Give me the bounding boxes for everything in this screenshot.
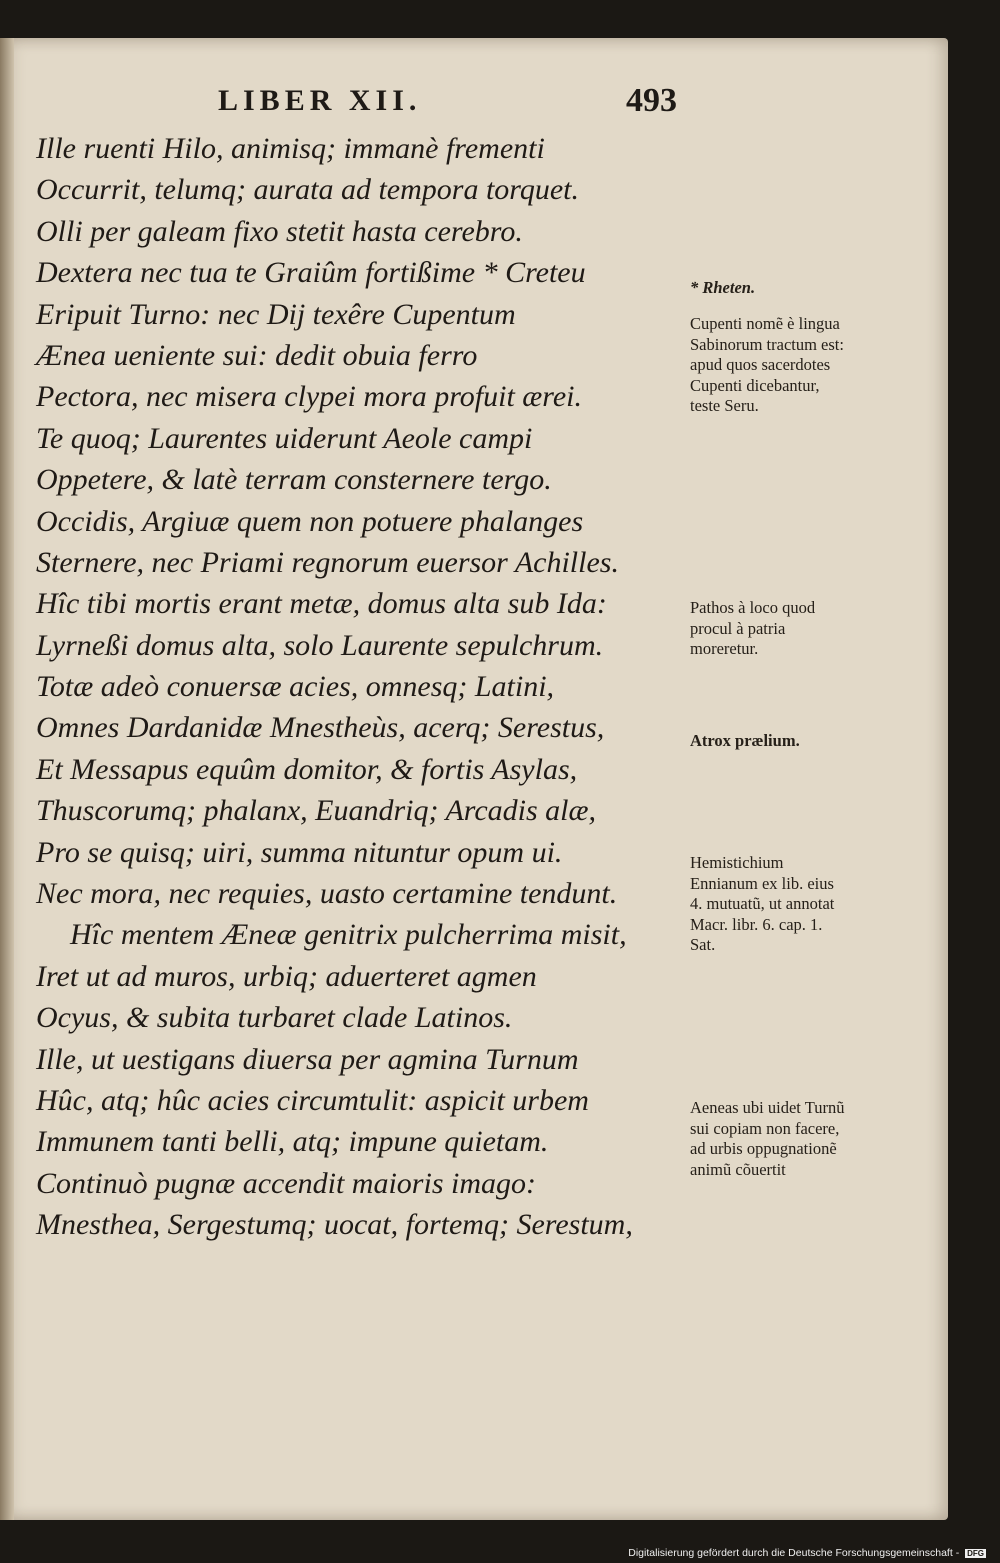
verse-line: Hîc tibi mortis erant metæ, domus alta sub Ida:	[36, 587, 607, 621]
page-number: 493	[626, 82, 677, 119]
verse-line: Occidis, Argiuæ quem non potuere phalanges	[36, 504, 584, 538]
marginal-note-atrox: Atrox prælium.	[690, 731, 800, 750]
verse-line: Pro se quisq; uiri, summa nituntur opum ui.	[36, 835, 563, 869]
verse-line: Totæ adeò conuersæ acies, omnesq; Latini,	[36, 670, 555, 704]
verse-line: Hûc, atq; hûc acies circumtulit: aspicit urbem	[36, 1083, 589, 1117]
verse-line: Immunem tanti belli, atq; impune quietam.	[36, 1125, 549, 1159]
marginal-note-cupenti: Cupenti nomẽ è lingua Sabinorum tractum est: apud quos sacerdotes Cupenti dicebantur, teste Seru.	[690, 314, 844, 415]
verse-line: Pectora, nec misera clypei mora profuit ærei.	[36, 380, 583, 414]
verse-line: Te quoq; Laurentes uiderunt Aeole campi	[36, 421, 533, 455]
digitization-credit	[628, 1547, 986, 1559]
verse-line: Continuò pugnæ accendit maioris imago:	[36, 1166, 536, 1200]
verse-line: Thuscorumq; phalanx, Euandriq; Arcadis alæ,	[36, 794, 596, 828]
verse-line: Ille ruenti Hilo, animisq; immanè frementi	[36, 132, 545, 165]
verse-line: Olli per galeam fixo stetit hasta cerebro.	[36, 214, 523, 248]
running-title: LIBER XII.	[218, 84, 422, 117]
verse-line: Oppetere, & latè terram consternere tergo.	[36, 463, 552, 497]
verse-line: Sternere, nec Priami regnorum euersor Achilles.	[36, 545, 619, 579]
verse-line: Dextera nec tua te Graiûm fortißime * Creteu	[36, 256, 586, 290]
marginal-note-rheten: * Rheten.	[690, 278, 756, 297]
verse-line: Nec mora, nec requies, uasto certamine tendunt.	[36, 877, 618, 911]
verse-line: Occurrit, telumq; aurata ad tempora torquet.	[36, 173, 580, 207]
marginal-note-aeneas: Aeneas ubi uidet Turnũ sui copiam non facere, ad urbis oppugnationẽ animũ cõuertit	[690, 1098, 845, 1179]
verse-line: Hîc mentem Æneæ genitrix pulcherrima misit,	[70, 918, 627, 952]
verse-line: Ænea ueniente sui: dedit obuia ferro	[36, 338, 478, 372]
marginal-note-hemistichium: Hemistichium Ennianum ex lib. eius 4. mutuatũ, ut annotat Macr. libr. 6. cap. 1. Sat.	[690, 853, 835, 954]
verse-line: Lyrneßi domus alta, solo Laurente sepulchrum.	[36, 628, 604, 662]
marginal-note-pathos: Pathos à loco quod procul à patria moreretur.	[690, 598, 816, 658]
running-head	[0, 84, 948, 124]
verse-line: Ille, ut uestigans diuersa per agmina Turnum	[36, 1042, 579, 1076]
dfg-logo: DFG	[967, 1548, 984, 1558]
verse-block	[36, 128, 696, 1246]
page-gutter	[0, 38, 14, 1520]
credit-text: Digitalisierung gefördert durch die Deutsche Forschungsgemeinschaft -	[628, 1547, 960, 1559]
verse-line: Ocyus, & subita turbaret clade Latinos.	[36, 1001, 513, 1035]
verse-line: Eripuit Turno: nec Dij texêre Cupentum	[36, 297, 516, 331]
verse-line: Mnesthea, Sergestumq; uocat, fortemq; Serestum,	[36, 1208, 633, 1242]
verse-line: Et Messapus equûm domitor, & fortis Asylas,	[36, 752, 578, 786]
verse-line: Omnes Dardanidæ Mnestheùs, acerq; Serestus,	[36, 711, 605, 745]
verse-line: Iret ut ad muros, urbiq; aduerteret agmen	[36, 959, 537, 993]
